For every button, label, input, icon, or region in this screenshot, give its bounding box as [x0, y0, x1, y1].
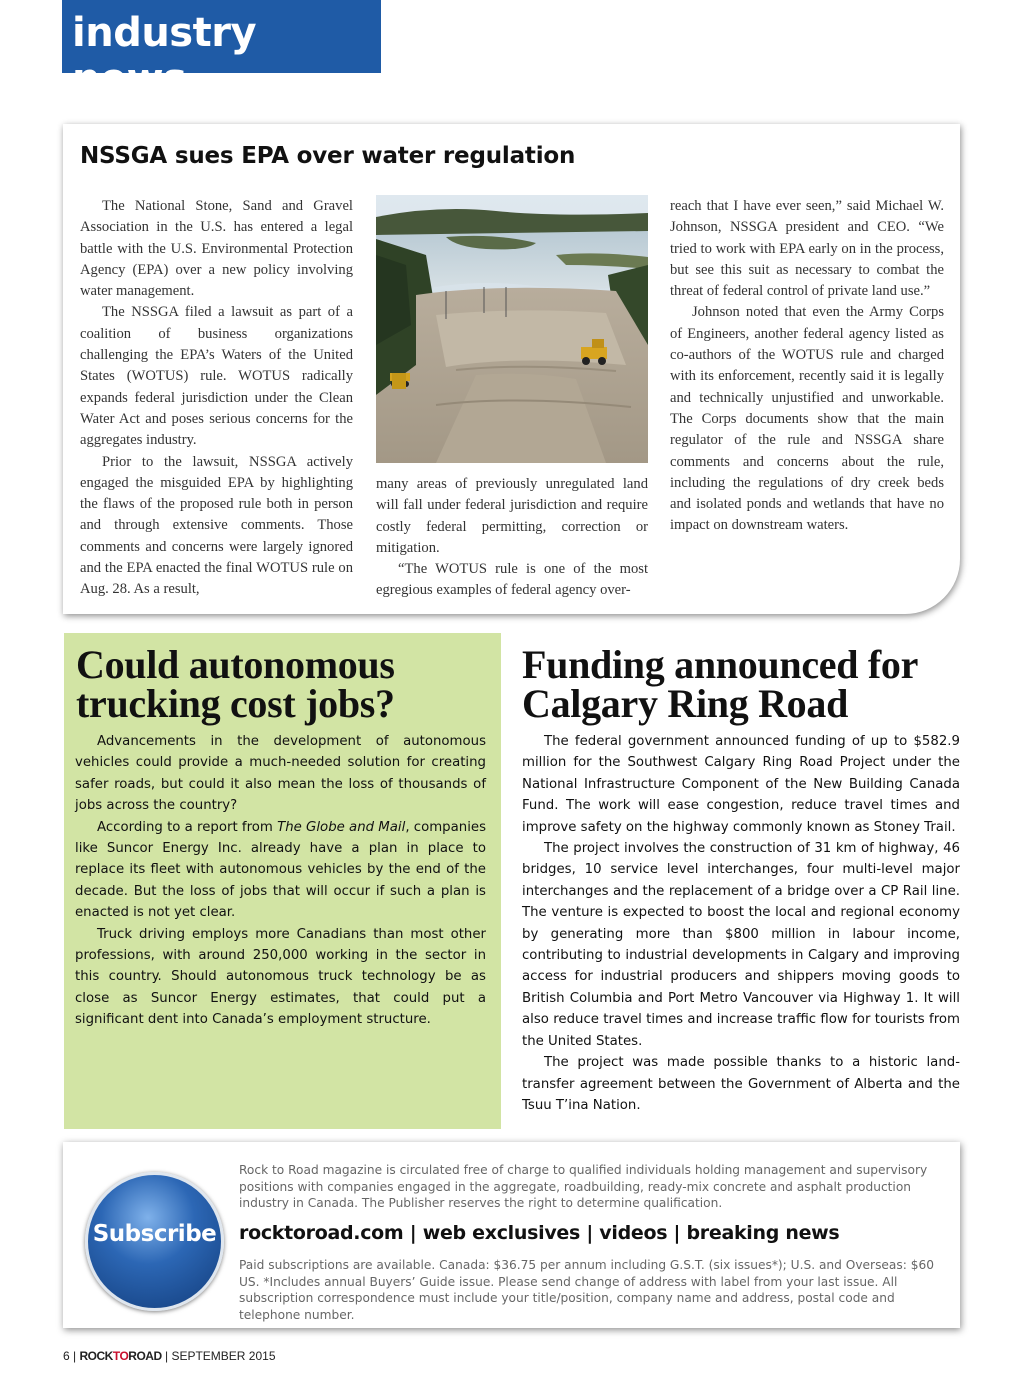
nssga-paragraph: “The WOTUS rule is one of the most egregious examples of federal agency over- [376, 561, 648, 599]
footer-separator: | [164, 1349, 169, 1363]
trucking-headline: Could autonomous trucking cost jobs? [76, 642, 395, 726]
nssga-paragraph: Prior to the lawsuit, NSSGA actively engaged the misguided EPA by highlighting the flaws of the proposed rule both in person and through extensive comments. Those comments and concerns were largely ignored and the EPA enacted the final WOTUS rule on Aug. 28. As a result, [80, 453, 353, 598]
calgary-paragraph: The project was made possible thanks to a historic land-transfer agreement between the Government of Alberta and the Tsuu T’ina Nation. [522, 1055, 960, 1113]
calgary-paragraph: The project involves the construction of 31 km of highway, 46 bridges, 10 service level interchanges, four multi-level major interchanges and the replacement of a bridge over a CP Rail line. The venture is expected to boost the local and regional economy by generating more than $800 million in labour income, contributing to industrial developments in Calgary and improving access for industrial producers and shippers moving goods to British Columbia and Port Metro Vancouver via Highway 1. It will also reduce travel times and increase traffic flow for tourists from the United States. [522, 841, 960, 1049]
logo-to: TO [112, 1349, 129, 1363]
page-footer [63, 1349, 276, 1363]
nssga-paragraph: The NSSGA filed a lawsuit as part of a coalition of business organizations challenging the EPA’s Waters of the United States (WOTUS) rule. WOTUS radically expands federal jurisdiction under the Clean Water Act and poses serious concerns for the aggregates industry. [80, 304, 353, 449]
logo-rock: ROCK [79, 1349, 113, 1363]
nssga-column-1 [80, 196, 353, 601]
subscribe-paid-info: Paid subscriptions are available. Canada: $36.75 per annum including G.S.T. (six issues*); U.S. and Overseas: $60 US. *Includes annual Buyers’ Guide issue. Please send change of address with label from your last issue. All subscription correspondence must include your title/position, company name and address, postal code and telephone number. [239, 1258, 934, 1322]
trucking-paragraph: Truck driving employs more Canadians than most other professions, with around 250,000 working in the sector in this country. Should autonomous truck technology be as close as Suncor Energy estimates, that could put a significant dent into Canada’s employment structure. [75, 926, 486, 1028]
trucking-paragraph [75, 817, 486, 924]
subscribe-panel [63, 1142, 960, 1328]
subscribe-intro: Rock to Road magazine is circulated free of charge to qualified individuals holding management and supervisory positions with companies engaged in the aggregate, roadbuilding, ready-mix concrete and asphalt production industry in Canada. The Publisher reserves the right to determine qualification. [239, 1163, 928, 1211]
trucking-article [64, 633, 501, 1129]
calgary-body [522, 731, 960, 1116]
nssga-paragraph: many areas of previously unregulated land will fall under federal jurisdiction and require costly federal permitting, correction or mitigation. [376, 476, 648, 556]
construction-site-photo [376, 195, 648, 463]
section-tab [62, 0, 381, 102]
trucking-text: , companies like Suncor Energy Inc. already have a plan in place to replace its fleet with autonomous vehicles by the end of the decade. But the loss of jobs that will occur if such a plan is enacted is not yet clear. [75, 819, 486, 921]
nssga-paragraph: The National Stone, Sand and Gravel Association in the U.S. has entered a legal battle with the U.S. Environmental Protection Agency (EPA) over a new policy involving water management. [80, 198, 353, 300]
nssga-headline: NSSGA sues EPA over water regulation [80, 143, 576, 169]
page-number: 6 [63, 1349, 70, 1363]
section-title: industry news [72, 10, 257, 102]
nssga-article [63, 124, 960, 614]
magazine-logo [80, 1349, 162, 1363]
calgary-paragraph: The federal government announced funding of up to $582.9 million for the Southwest Calgary Ring Road Project under the National Infrastructure Component of the New Building Canada Fund. The work will ease congestion, reduce travel times and improve safety on the highway commonly known as Stoney Trail. [522, 734, 960, 835]
construction-site-image [376, 195, 648, 463]
subscribe-badge-label: Subscribe [92, 1221, 217, 1247]
trucking-paragraph: Advancements in the development of autonomous vehicles could provide a much-needed solution for creating safer roads, but could it also mean the loss of thousands of jobs across the country? [75, 734, 486, 814]
calgary-headline: Funding announced for Calgary Ring Road [522, 642, 918, 726]
issue-date: SEPTEMBER 2015 [171, 1349, 276, 1363]
nssga-paragraph: reach that I have ever seen,” said Michael W. Johnson, NSSGA president and CEO. “We tried to work with EPA early on in the process, but see this suit as necessary to combat the threat of federal control of private land use.” [670, 198, 944, 300]
subscribe-badge[interactable] [85, 1172, 224, 1311]
footer-separator: | [73, 1349, 77, 1363]
publication-name: The Globe and Mail [277, 819, 406, 835]
nssga-column-3 [670, 196, 944, 537]
trucking-body [75, 731, 486, 1031]
subscribe-links[interactable]: rocktoroad.com | web exclusives | videos | breaking news [239, 1222, 840, 1244]
nssga-column-2 [376, 474, 648, 602]
nssga-paragraph: Johnson noted that even the Army Corps of Engineers, another federal agency listed as co-authors of the WOTUS rule and charged with its enforcement, recently said it is legally and technically unjustified and unworkable. The Corps documents show that the main regulator of the rule and NSSGA share comments and concerns about the rule, including the regulations of dry creek beds and isolated ponds and wetlands that have no impact on downstream waters. [670, 304, 944, 534]
trucking-text: According to a report from [97, 819, 278, 835]
logo-road: ROAD [128, 1349, 162, 1363]
